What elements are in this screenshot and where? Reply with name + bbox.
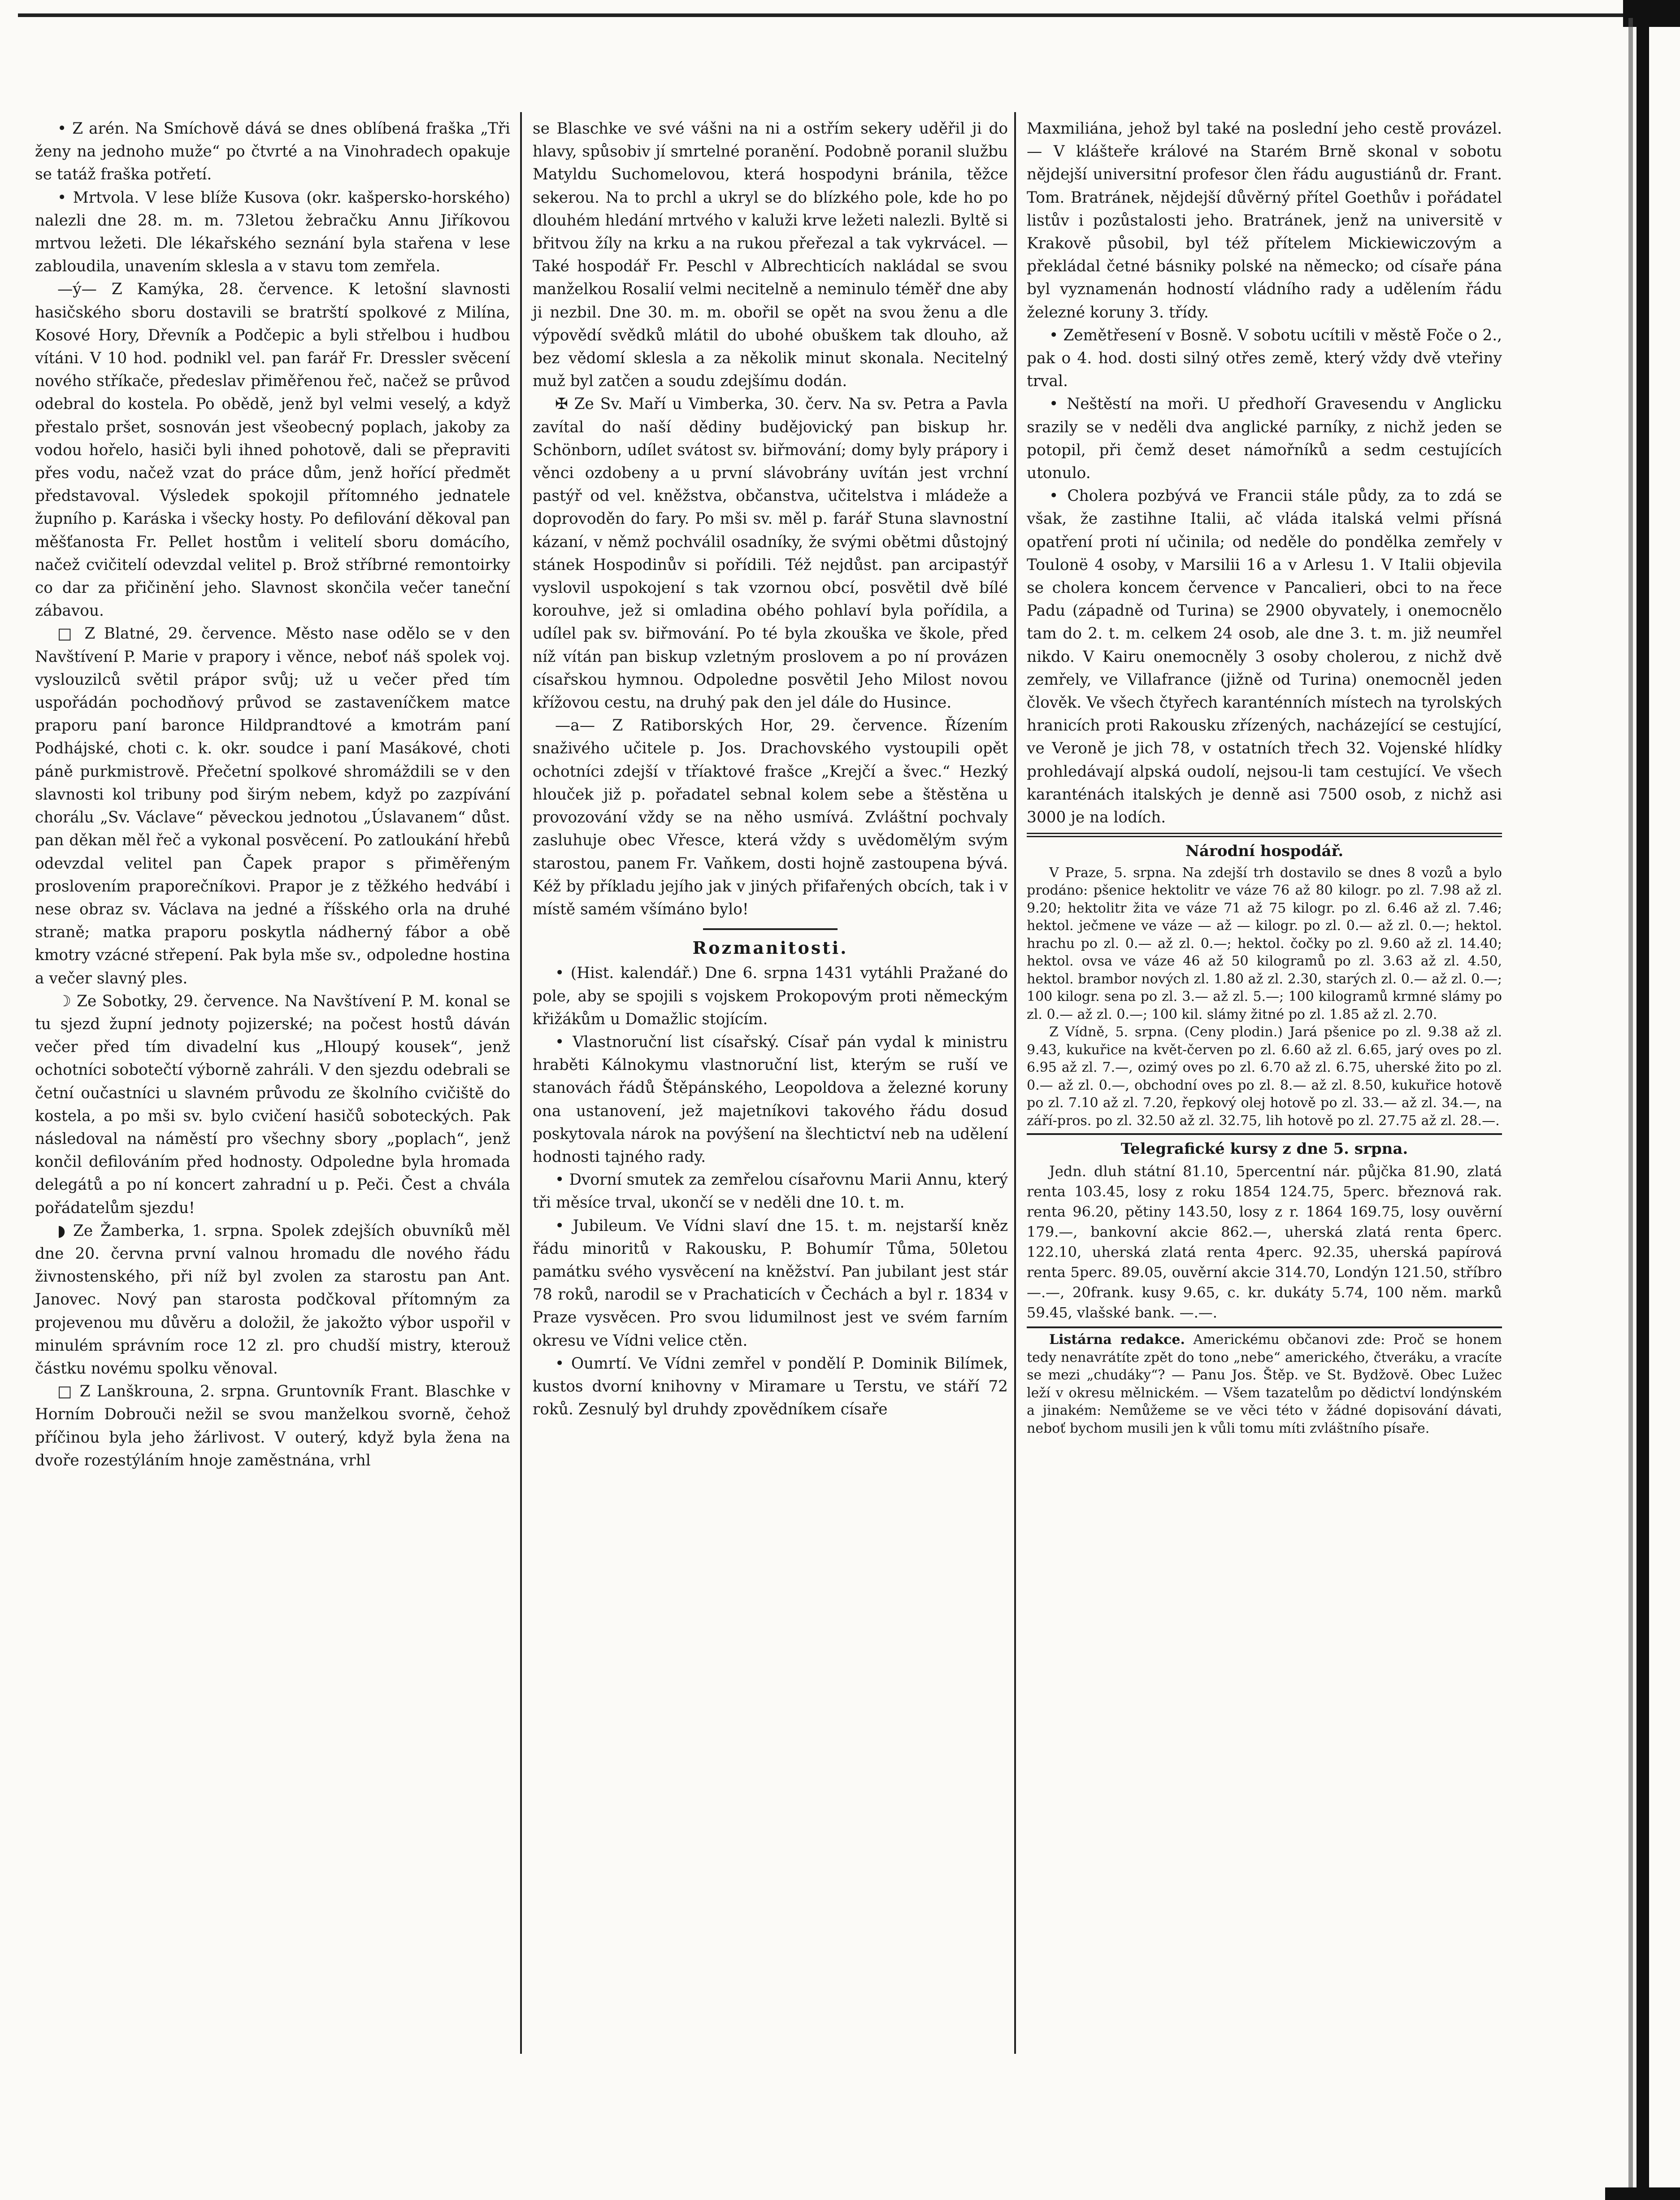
section-heading-listarna: Listárna redakce. [1049,1332,1185,1348]
article-dvorni-smutek: • Dvorní smutek za zemřelou císařovnu Marii Annu, který tři měsíce trval, ukončí se v neděli dne 10. t. m. [533,1171,1008,1212]
article-cholera: • Cholera pozbývá ve Francii stále půdy, za to zdá se však, že zastihne Italii, ač vláda italská velmi přísná opatření proti ní učinila; od neděle do pondělka zemřely v Toulonë 4 osoby, v Marsilii 16 a v Arlesu 1. V Italii objevila se cholera koncem července v Pancalieri, obci to na řece Padu (západně od Turina) se 2900 obyvately, i onemocnělo tam do 2. t. m. celkem 24 osob, ale dne 3. t. m. již neumřel nikdo. V Kairu onemocněly 3 osoby cholerou, z nichž dvě zemřely, ve Villafrance (jižně od Turina) onemocněl jeden člověk. Ve všech čtyřech karanténních místech na tyrolských hranicích proti Rakousku zřízených, nacházející se cestující, ve Veroně je jich 78, v ostatních třech 32. Vojenské hlídky prohledávají alpská oudolí, nejsou-li tam cestující. Ve všech karanténách italských je denně asi 7500 osob, z nichž asi 3000 je na lodích. [1027,487,1502,827]
article-z-lanskrouna: □ Z Lanškrouna, 2. srpna. Gruntovník Frant. Blaschke v Horním Dobrouči nežil se svou manželkou svorně, čehož příčinou byla jeho žárlivost. V outerý, když byla žena na dvoře rozestýláním hnoje zaměstnána, vrhl [35,1383,510,1470]
article-nestesti-na-mori: • Neštěstí na moři. U předhoří Gravesendu v Anglicku srazily se v neděli dva anglické parníky, z nichž jeden se potopil, při čemž deset námořníků a sedm cestujících utonulo. [1027,395,1502,483]
market-prague: V Praze, 5. srpna. Na zdejší trh dostavilo se dnes 8 vozů a bylo prodáno: pšenice hektolitr ve váze 76 až 80 kilogr. po zl. 7.98 až zl. 9.20; hektolitr žita ve váze 71 až 75 kilogr. po zl. 6.46 až zl. 7.46; hektol. ječmene ve váze — až — kilogr. po zl. 0.— až zl. 0.—; hektol. hrachu po zl. 0.— až zl. 0.—; hektol. čočky po zl. 9.60 až zl. 14.40; hektol. ovsa ve váze 46 až 50 kilogramů po zl. 3.63 až zl. 4.50, hektol. brambor nových zl. 1.80 až zl. 2.30, starých zl. 0.— až zl. 0.—; 100 kilogr. sena po zl. 3.— až zl. 5.—; 100 kilogramů krmné slámy po zl. 0.— až zl. 0.—; 100 kil. slámy žitné po zl. 1.85 až zl. 2.70. [1027,865,1502,1022]
column-left [35,117,510,1472]
article-oumrti: • Oumrtí. Ve Vídni zemřel v pondělí P. Dominik Bilímek, kustos dvorní knihovny v Miramare u Terstu, ve stáří 72 roků. Zesnulý byl druhdy zpovědníkem císaře [533,1354,1008,1419]
scan-border-top [18,13,1641,17]
article-vlastnorucni-list: • Vlastnoruční list císařský. Císař pán vydal k ministru hraběti Kálnokymu vlastnoruční list, kterým se ruší ve stanovách řádů Štěpánského, Leopoldova a železné koruny ona ustanovení, jež majetníkovi takového řádu dosud poskytovala nárok na povýšení na šlechtictví neb na udělení hodnosti tajného rady. [533,1033,1008,1166]
market-vienna: Z Vídně, 5. srpna. (Ceny plodin.) Jará pšenice po zl. 9.38 až zl. 9.43, kukuřice na květ-červen po zl. 6.60 až zl. 6.65, jarý oves po zl. 6.95 až zl. 7.—, ozimý oves po zl. 6.70 až zl. 6.75, uherské žito po zl. 0.— až zl. 0.—, obchodní oves po zl. 8.— až zl. 8.50, kukuřice hotově po zl. 7.10 až zl. 7.20, řepkový olej hotově po zl. 33.— až zl. 34.—, na září-pros. po zl. 32.50 až zl. 32.75, lih hotově po zl. 27.75 až zl. 28.—. [1027,1024,1502,1129]
column-rule-right [1014,112,1016,2054]
letters-text: Americkému občanovi zde: Proč se honem tedy nenavrátíte zpět do tono „nebe“ amerického, čtveráku, a vracíte se mezi „chudáky“? — Panu Jos. Štěp. ve St. Bydžově. Obec Lužec leží v okresu mělnickém. — Všem tazatelům po dědictví londýnském a jinakém: Nemůžeme se ve věci této v žádné dopisování dávati, neboť bychom musili jen k vůli tomu míti zvláštního písaře. [1027,1332,1502,1436]
article-hist-kalendar: • (Hist. kalendář.) Dne 6. srpna 1431 vytáhli Pražané do pole, aby se spojili s vojskem Prokopovým proti německým křižákům u Domažlic stojícím. [533,964,1008,1028]
article-mrtvola: • Mrtvola. V lese blíže Kusova (okr. kašpersko-horského) nalezli dne 28. m. m. 73letou žebračku Annu Jiříkovou mrtvou ležeti. Dle lékařského seznání byla stařena v lese zabloudila, unavením sklesla a v stavu tom zemřela. [35,188,510,276]
letters-block [1027,1331,1502,1437]
article-z-blatne: □ Z Blatné, 29. července. Město nase odělo se v den Navštívení P. Marie v prapory i věnce, neboť náš spolek voj. vyslouzilců světil prápor svůj; už u večer před tím uspořádán pochodňový průvod se zastaveníčkem matce praporu paní baronce Hildprandtové a kmotrám paní Podhájské, choti c. k. okr. soudce i paní Masákové, choti páně purkmistrově. Přečetní spolkové shromáždili se v den slavnosti kol tribuny pod širým nebem, když po zazpívání chorálu „Sv. Václave“ pěveckou jednotou „Úslavanem“ důst. pan děkan měl řeč a vykonal posvěcení. Po zatloukání hřebů odevzdal velitel pan Čapek prapor s přiměřeným proslovením praporečníkovi. Prapor je z těžkého hedvábí i nese obraz sv. Václava na jedné a říšského orla na druhé straně; matka praporu poskytla nádherný fábor a obě kmotry vzácné střepení. Pak byla mše sv., odpoledne hostina a večer slavný ples. [35,625,510,987]
section-divider [703,928,838,930]
telegraph-rates: Jedn. dluh státní 81.10, 5percentní nár. půjčka 81.90, zlatá renta 103.45, losy z roku 1854 124.75, 5perc. březnová rak. renta 96.20, pětiny 143.50, losy z r. 1864 169.75, losy ouvěrní 179.—, bankovní akcie 862.—, uherská zlatá renta 6perc. 122.10, uherská zlatá renta 4perc. 92.35, uherská papírová renta 5perc. 89.05, ouvěrní akcie 314.70, Londýn 121.50, stříbro —.—, 20frank. kusy 9.65, c. kr. dukáty 5.74, 100 něm. marků 59.45, vlašské bank. —.—. [1027,1163,1502,1322]
section-heading-rozmanitosti: Rozmanitosti. [692,938,848,958]
article-z-kamyka: —ý— Z Kamýka, 28. července. K letošní slavnosti hasičského sboru dostavili se bratrští spolkové z Milína, Kosové Hory, Dřevník a Podčepic a byli střelbou i hudbou vítáni. V 10 hod. podnikl vel. pan farář Fr. Dressler svěcení nového stříkače, předeslav přiměřenou řeč, načež se průvod odebral do kostela. Po obědě, jenž byl velmi veselý, a když přestalo pršet, sosnován jest všeobecný poplach, jakoby za vodou hořelo, hasiči byli ihned pohotově, dali se přepraviti přes vodu, načež vzat do práce dům, jenž hořící předmět představoval. Výsledek spokojil přítomného jednatele župního p. Karáska i všecky hosty. Po defilování děkoval pan měšťanosta Fr. Pellet hostům i velitelí sboru domácího, načež cvičitelí odevzdal velitel p. Brož stříbrné remontoirky co dar za přičinění jeho. Slavnost skončila večer taneční zábavou. [35,280,510,620]
column-middle [533,117,1008,1421]
column-right [1027,117,1502,1437]
article-z-ratiborskych-hor: —a— Z Ratiborských Hor, 29. července. Řízením snaživého učitele p. Jos. Drachovského vystoupili opět ochotníci zdejší v tříaktové frašce „Krejčí a švec.“ Hezký hlouček již p. pořadatel sebnal kolem sebe a štěstěna u provozování vždy se na něho usmívá. Zvláštní pochvaly zasluhuje obec Vřesce, která vždy s uvědomělým svým starostou, panem Fr. Vaňkem, dosti hojně zastoupena bývá. Kéž by příkladu jejího jak v jiných přifařených obcích, tak i v místě samém všímáno bylo! [533,717,1008,918]
article-ze-sv-mari: ✠ Ze Sv. Maří u Vimberka, 30. červ. Na sv. Petra a Pavla zavítal do naší dědiny budějovický pan biskup hr. Schönborn, udílet svátost sv. biřmování; domy byly prápory i věnci ozdobeny a u první slávobrány uvítán jest vrchní pastýř od vel. kněžstva, občanstva, učitelstva i mládeže a doprovoděn do fary. Po mši sv. měl p. farář Stuna slavnostní kázaní, v němž pochválil osadníky, že svými obětmi důstojný stánek Hospodinův si pořídili. Též nejdůst. pan arcipastýř vyslovil uspokojení s tak vzornou obcí, posvětil dvě bílé korouhve, jež si omladina obého pohlaví byla pořídila, a udílel pak sv. biřmování. Po té byla zkouška ve škole, před níž vítán pan biskup vzletným proslovem a po ní provázen císařskou hymnou. Odpoledne posvětil Jeho Milost novou křížovou cestu, na druhý pak den jel dále do Husince. [533,395,1008,712]
article-ze-sobotky: ☽ Ze Sobotky, 29. července. Na Navštívení P. M. konal se tu sjezd župní jednoty pojizerské; na počest hostů dáván večer před tím divadelní kus „Hloupý kousek“, jenž ochotníci sobotečtí výborně zahráli. V den sjezdu odebrali se četní oučastníci u slavném průvodu ze školního cvičiště do kostela, a po mši sv. bylo cvičení hasičů soboteckých. Pak následoval na náměstí pro všechny sbory „poplach“, jenž končil defilováním před hodnosty. Odpoledne byla hromada delegátů a po ní koncert zahradní u p. Peči. Čest a chvála pořádatelům sjezdu! [35,992,510,1217]
section-heading-narodni-hospodar: Národní hospodář. [1185,842,1344,861]
article-zemetreseni: • Zemětřesení v Bosně. V sobotu ucítili v městě Foče o 2., pak o 4. hod. dosti silný otřes země, který vždy dvě vteřiny trval. [1027,326,1502,391]
section-divider-economy [1027,833,1502,837]
article-z-aren: • Z arén. Na Smíchově dává se dnes oblíbená fraška „Tři ženy na jednoho muže“ po čtvrté a na Vinohradech opakuje se tatáž fraška potřetí. [35,120,510,184]
article-lanskroun-continued: se Blaschke ve své vášni na ni a ostřím sekery uděřil ji do hlavy, spůsobiv jí smrtelné poranění. Podobně poranil službu Matyldu Suchomelovou, která hospodyni bránila, těžce sekerou. Na to prchl a ukryl se do blízkého pole, kde ho po dlouhém hledání mrtvého v kaluži krve ležeti nalezli. Byltě si břitvou žíly na krku a na rukou přeřezal a tak vykrvácel. — Také hospodář Fr. Peschl v Albrechticích nakládal se svou manželkou Rosalií velmi necitelně a neminulo téměř dne aby ji nezbil. Dne 30. m. m. obořil se opět na svou ženu a dle výpovědí svědků mlátil do ubohé obuškem tak dlouho, až bez vědomí sklesla a za několik minut skonala. Necitelný muž byl zatčen a soudu zdejšímu dodán. [533,120,1008,391]
column-rule-left [520,112,522,2054]
section-divider-telegraph [1027,1133,1502,1135]
scan-border-right [1637,18,1649,2197]
scan-border-right-inner [1628,18,1633,2197]
scan-corner-bottom [1605,2187,1680,2200]
section-heading-telegraficke-kursy: Telegrafické kursy z dne 5. srpna. [1120,1140,1408,1158]
section-divider-letters [1027,1326,1502,1328]
article-jubileum: • Jubileum. Ve Vídni slaví dne 15. t. m. nejstarší kněz řádu minoritů v Rakousku, P. Bohumír Tůma, 50letou památku svého vysvěcení na kněžství. Pan jubilant jest stár 78 roků, narodil se v Prachaticích v Čechách a byl r. 1834 v Praze vysvěcen. Pro svou lidumilnost jest ve svém farním okresu ve Vídni velice ctěn. [533,1217,1008,1350]
article-ze-zamberka: ◗ Ze Žamberka, 1. srpna. Spolek zdejších obuvníků měl dne 20. června první valnou hromadu dle nového řádu živnostenského, při níž byl zvolen za starostu pan Ant. Janovec. Nový pan starosta podčkoval přítomným za projevenou mu důvěru a doložil, že jakožto výbor uspořil v minulém správním roce 12 zl. pro chudší mistry, kterouž částku novému spolku věnoval. [35,1222,510,1378]
article-oumrti-continued: Maxmiliána, jehož byl také na poslední jeho cestě provázel. — V klášteře králové na Starém Brně skonal v sobotu nějdejší universitní profesor člen řádu augustiánů dr. Frant. Tom. Bratránek, nějdejší důvěrný přítel Goethův i pořádatel listův i pozůstalosti jeho. Bratránek, jenž na universitě v Krakově působil, byl též přítelem Mickiewiczovým a překládal četné básniky polské na německo; od císaře pána byl vyznamenán hodností vládního rady a udělením řádu železné koruny 3. třídy. [1027,120,1502,322]
